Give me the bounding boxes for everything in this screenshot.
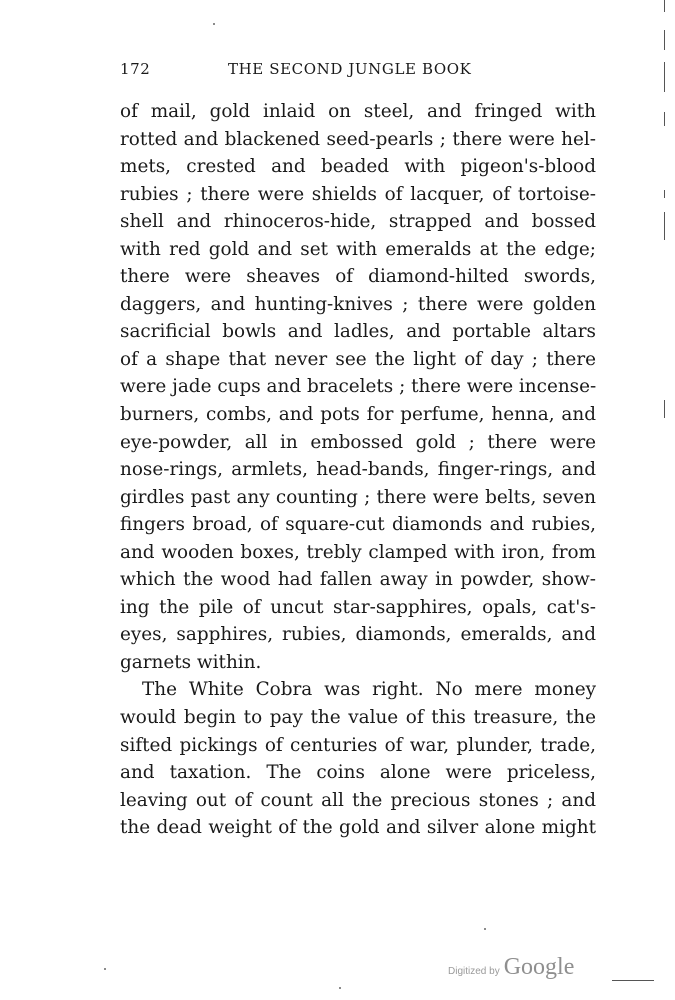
text-line: burners, combs, and pots for perfume, henna, and — [120, 404, 596, 426]
scan-edge-mark — [664, 212, 665, 240]
scan-edge-mark — [664, 30, 665, 50]
digitized-watermark — [448, 954, 574, 981]
paragraph-first-line: The White Cobra was right. No mere money — [142, 679, 596, 701]
text-line: daggers, and hunting-knives ; there were golden — [120, 293, 596, 315]
scan-speck — [484, 928, 486, 930]
text-line: eyes, sapphires, rubies, diamonds, emeralds, and — [120, 624, 596, 646]
text-line: of a shape that never see the light of day ; there — [120, 348, 596, 370]
scan-edge-mark — [664, 112, 665, 126]
body-text — [120, 98, 596, 842]
text-line: girdles past any counting ; there were belts, seven — [120, 486, 596, 508]
text-line: eye-powder, all in embossed gold ; there were — [120, 431, 596, 453]
scan-edge-mark — [664, 190, 665, 198]
digitized-by-label: Digitized by — [448, 966, 500, 977]
running-head — [120, 60, 596, 82]
google-logo: Google — [503, 954, 575, 980]
scan-speck — [213, 23, 215, 25]
text-line: fingers broad, of square-cut diamonds and rubies, — [120, 514, 596, 536]
text-line: and wooden boxes, trebly clamped with iron, from — [120, 541, 596, 563]
text-line: leaving out of count all the precious stones ; and — [120, 789, 596, 811]
text-line: which the wood had fallen away in powder, show- — [120, 569, 596, 591]
text-line: were jade cups and bracelets ; there were incense- — [120, 376, 597, 398]
scan-speck — [104, 968, 106, 970]
scan-edge-mark — [664, 62, 665, 92]
text-line: ing the pile of uncut star-sapphires, opals, cat's- — [120, 596, 596, 618]
page-number: 172 — [120, 60, 151, 78]
text-line: garnets within. — [120, 651, 262, 673]
text-line: rubies ; there were shields of lacquer, of tortoise- — [120, 183, 596, 205]
text-line: nose-rings, armlets, head-bands, finger-rings, and — [120, 459, 596, 481]
running-title: THE SECOND JUNGLE BOOK — [228, 60, 472, 78]
text-line: there were sheaves of diamond-hilted swords, — [120, 266, 596, 288]
text-line: mets, crested and beaded with pigeon's-blood — [120, 156, 596, 178]
text-line: would begin to pay the value of this treasure, the — [120, 707, 596, 729]
scan-edge-mark — [664, 400, 665, 418]
text-line: and taxation. The coins alone were priceless, — [120, 762, 596, 784]
text-line: of mail, gold inlaid on steel, and fringed with — [120, 101, 596, 122]
text-line: sacrificial bowls and ladles, and portable altars — [120, 321, 596, 343]
text-line: with red gold and set with emeralds at the edge; — [120, 238, 596, 260]
corner-rule — [612, 980, 654, 981]
scan-speck — [339, 987, 341, 989]
text-line: sifted pickings of centuries of war, plunder, trade, — [120, 734, 596, 756]
text-line: shell and rhinoceros-hide, strapped and bossed — [120, 211, 596, 233]
text-line: rotted and blackened seed-pearls ; there were hel- — [120, 128, 596, 150]
text-line: the dead weight of the gold and silver alone might — [120, 817, 596, 839]
scan-edge-mark — [664, 0, 665, 12]
